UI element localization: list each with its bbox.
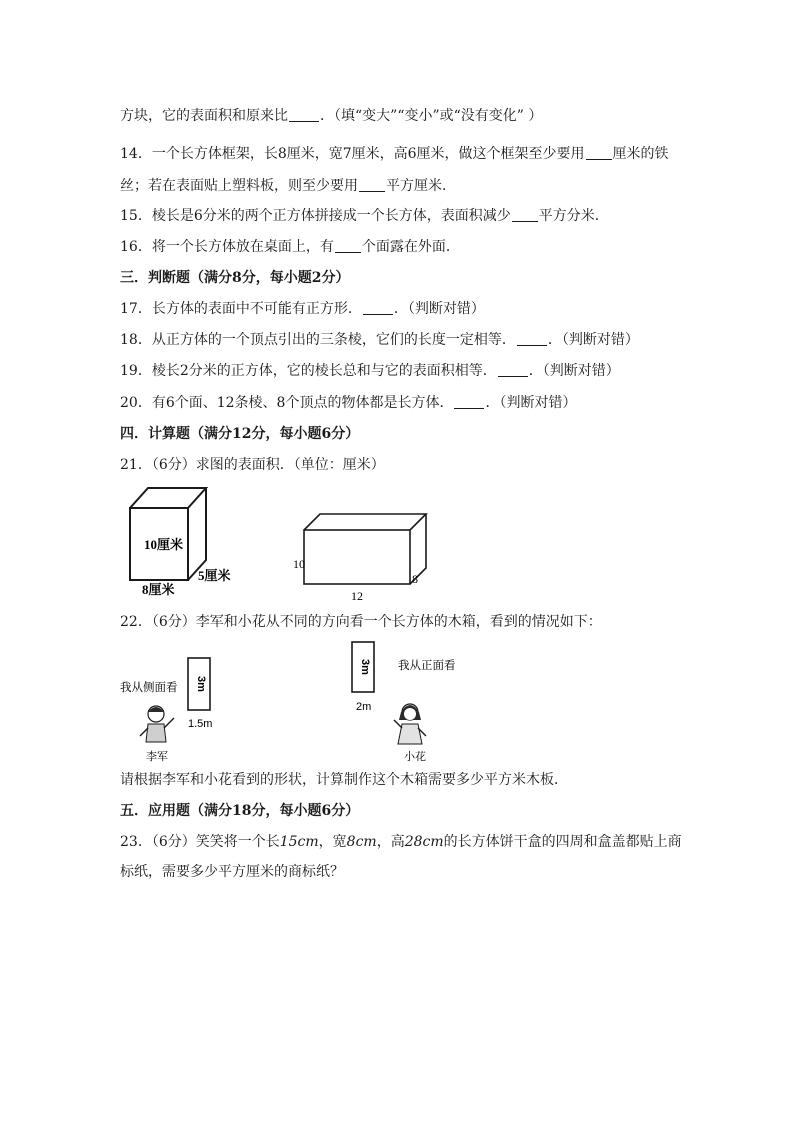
question-22: 22．（6分）李军和小花从不同的方向看一个长方体的木箱，看到的情况如下： [120, 614, 602, 630]
box-1-length-label: 8厘米 [142, 582, 175, 597]
question-23-line2: 标纸，需要多少平方厘米的商标纸？ [120, 864, 344, 880]
li-jun-caption: 我从侧面看 [120, 682, 178, 694]
side-view-height-label: 3m [195, 676, 207, 692]
q15-text-a: 15．棱长是6分米的两个正方体拼接成一个长方体，表面积减少 [120, 208, 511, 224]
q14-text-d: 平方厘米． [386, 178, 456, 194]
q20-text-b: ．（判断对错） [485, 395, 577, 411]
question-18 [120, 330, 639, 350]
q13-text-a: 方块，它的表面积和原来比 [120, 108, 288, 124]
box-1-side-face [188, 488, 206, 580]
q19-text-a: 19．棱长2分米的正方体，它的棱长总和与它的表面积相等． [120, 363, 497, 379]
q16-text-a: 16．将一个长方体放在桌面上，有 [120, 239, 334, 255]
box-1-height-label: 10厘米 [144, 537, 184, 552]
question-19 [120, 361, 620, 381]
question-23-line1 [120, 832, 682, 852]
q23-height-value: 28cm [404, 834, 444, 850]
q17-text-b: ．（判断对错） [393, 301, 485, 317]
answer-blank[interactable] [586, 145, 612, 160]
q18-text-a: 18．从正方体的一个顶点引出的三条棱，它们的长度一定相等． [120, 332, 516, 348]
xiao-hua-caption: 我从正面看 [398, 660, 456, 672]
answer-blank[interactable] [359, 177, 385, 192]
box-1-top-face [130, 488, 206, 508]
answer-blank[interactable] [498, 362, 528, 377]
q23-text-a1: 23．（6分）笑笑将一个长 [120, 834, 280, 850]
box-2-height-label: 10 [293, 557, 305, 571]
q23-length-value: 15cm [279, 834, 319, 850]
question-20 [120, 393, 576, 413]
q13-continuation [120, 106, 542, 126]
q23-text-a3: ，高 [376, 834, 405, 850]
side-view-width-label: 1.5m [188, 718, 213, 730]
answer-blank[interactable] [517, 331, 547, 346]
question-16 [120, 237, 460, 257]
question-15 [120, 206, 609, 226]
front-view-width-label: 2m [356, 701, 372, 713]
q23-text-a2: ，宽 [318, 834, 347, 850]
box-2-top-face [304, 514, 426, 530]
box-1-drawing [130, 488, 206, 580]
li-jun-name: 李军 [146, 751, 168, 763]
q19-text-b: ．（判断对错） [528, 363, 620, 379]
q20-text-a: 20．有6个面、12条棱、8个顶点的物体都是长方体． [120, 395, 454, 411]
q14-text-b: 厘米的铁 [612, 146, 669, 162]
box-2-front-face [304, 530, 410, 584]
q14-text-c: 丝；若在表面贴上塑料板，则至少要用 [120, 178, 358, 194]
section-5-heading: 五．应用题（满分18分，每小题6分） [120, 803, 360, 819]
answer-blank[interactable] [363, 300, 393, 315]
q18-text-b: ．（判断对错） [547, 332, 639, 348]
box-2-length-label: 12 [351, 589, 363, 602]
box-2-drawing [304, 514, 426, 584]
q15-text-b: 平方分米． [538, 208, 609, 224]
figure-21 [118, 484, 438, 602]
question-21: 21．（6分）求图的表面积．（单位：厘米） [120, 457, 385, 473]
answer-blank[interactable] [454, 394, 484, 409]
q23-width-value: 8cm [346, 834, 377, 850]
xiao-hua-figure [394, 704, 426, 744]
answer-blank[interactable] [512, 207, 538, 222]
box-2-width-label: 8 [412, 572, 418, 586]
q13-text-b: ．（填“变大”“变小”或“没有变化” ） [320, 108, 543, 124]
q23-text-a4: 的长方体饼干盒的四周和盒盖都贴上商 [443, 834, 682, 850]
section-4-heading: 四．计算题（满分12分，每小题6分） [120, 426, 360, 442]
li-jun-figure [140, 706, 174, 742]
question-14-line1 [120, 144, 669, 164]
front-view-height-label: 3m [359, 659, 371, 675]
question-14-line2 [120, 176, 456, 196]
question-22-ask: 请根据李军和小花看到的形状，计算制作这个木箱需要多少平方米木板． [120, 772, 568, 788]
answer-blank[interactable] [289, 107, 319, 122]
question-17 [120, 299, 485, 319]
section-3-heading: 三．判断题（满分8分，每小题2分） [120, 270, 350, 286]
figure-22 [118, 638, 478, 764]
q16-text-b: 个面露在外面． [361, 239, 460, 255]
q14-text-a: 14．一个长方体框架，长8厘米，宽7厘米，高6厘米，做这个框架至少要用 [120, 146, 585, 162]
xiao-hua-name: 小花 [404, 751, 426, 763]
box-1-width-label: 5厘米 [198, 568, 231, 583]
answer-blank[interactable] [335, 238, 361, 253]
q17-text-a: 17．长方体的表面中不可能有正方形． [120, 301, 362, 317]
